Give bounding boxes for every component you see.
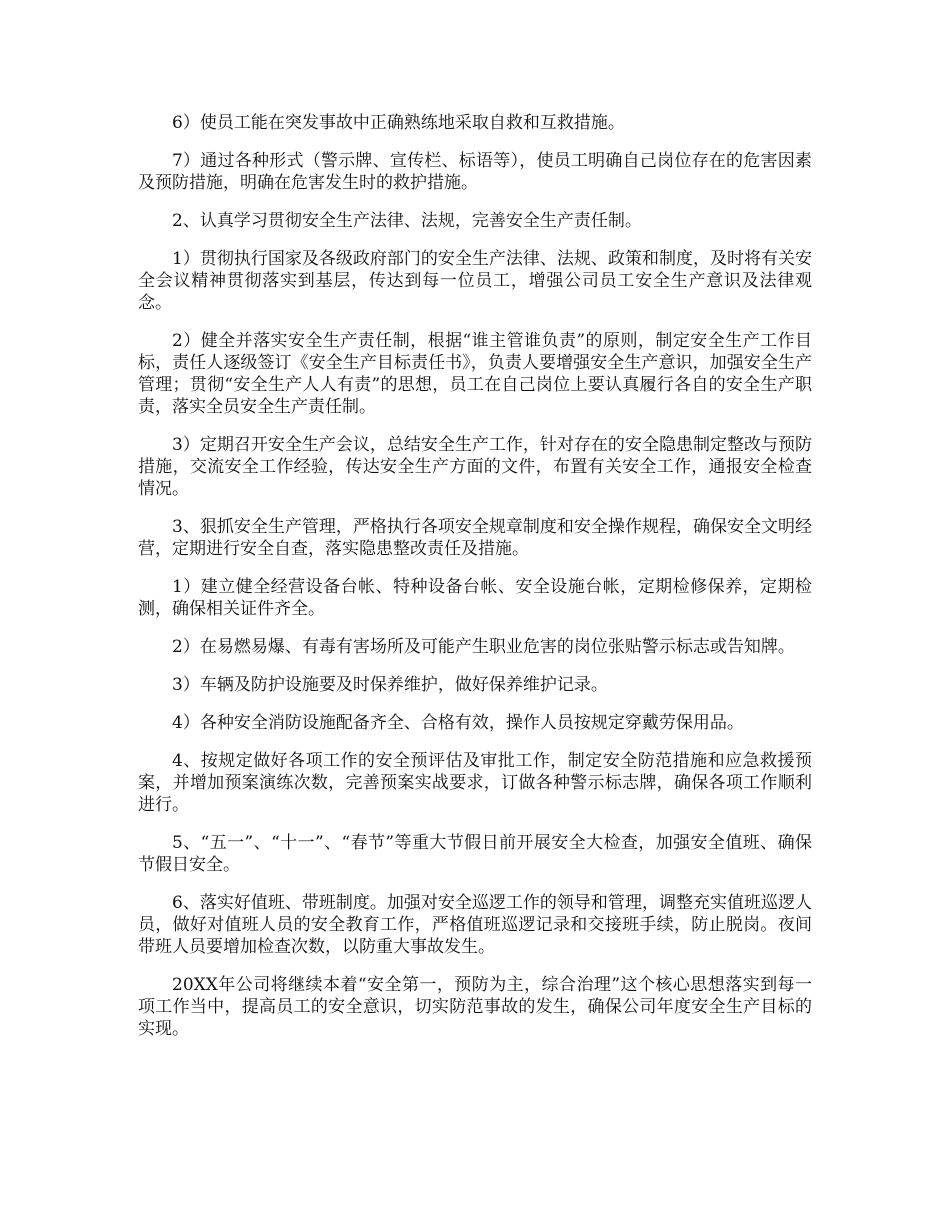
paragraph: 3）定期召开安全生产会议，总结安全生产工作，针对存在的安全隐患制定整改与预防措施，交流安全工作经验，传达安全生产方面的文件，布置有关安全工作，通报安全检查情况。 [138, 435, 812, 499]
paragraph: 2、认真学习贯彻安全生产法律、法规，完善安全生产责任制。 [172, 211, 642, 231]
paragraph: 5、“五一”、“十一”、“春节”等重大节假日前开展安全大检查，加强安全值班、确保节假日安全。 [138, 833, 812, 875]
paragraph: 6）使员工能在突发事故中正确熟练地采取自救和互救措施。 [172, 113, 625, 133]
paragraph: 20XX年公司将继续本着“安全第一，预防为主，综合治理”这个核心思想落实到每一项工作当中，提高员工的安全意识，切实防范事故的发生，确保公司年度安全生产目标的实现。 [138, 975, 812, 1039]
paragraph: 2）健全并落实安全生产责任制，根据“谁主管谁负责”的原则，制定安全生产工作目标，责任人逐级签订《安全生产目标责任书》，负责人要增强安全生产意识，加强安全生产管理；贯彻“安全生产人人有责”的思想，员工在自己岗位上要认真履行各自的安全生产职责，落实全员安全生产责任制。 [138, 331, 812, 417]
paragraph: 4）各种安全消防设施配备齐全、合格有效，操作人员按规定穿戴劳保用品。 [172, 713, 744, 733]
paragraph: 3、狠抓安全生产管理，严格执行各项安全规章制度和安全操作规程，确保安全文明经营，定期进行安全自查，落实隐患整改责任及措施。 [138, 517, 812, 559]
document-body [138, 112, 812, 1040]
paragraph: 7）通过各种形式（警示牌、宣传栏、标语等），使员工明确自己岗位存在的危害因素及预防措施，明确在危害发生时的救护措施。 [138, 151, 812, 193]
paragraph: 1）贯彻执行国家及各级政府部门的安全生产法律、法规、政策和制度，及时将有关安全会议精神贯彻落实到基层，传达到每一位员工，增强公司员工安全生产意识及法律观念。 [138, 249, 812, 313]
paragraph: 1）建立健全经营设备台帐、特种设备台帐、安全设施台帐，定期检修保养，定期检测，确保相关证件齐全。 [138, 577, 812, 619]
paragraph: 3）车辆及防护设施要及时保养维护，做好保养维护记录。 [172, 675, 608, 695]
paragraph: 2）在易燃易爆、有毒有害场所及可能产生职业危害的岗位张贴警示标志或告知牌。 [172, 637, 795, 657]
paragraph: 4、按规定做好各项工作的安全预评估及审批工作，制定安全防范措施和应急救援预案，并增加预案演练次数，完善预案实战要求，订做各种警示标志牌，确保各项工作顺利进行。 [138, 751, 812, 815]
paragraph: 6、落实好值班、带班制度。加强对安全巡逻工作的领导和管理，调整充实值班巡逻人员，做好对值班人员的安全教育工作，严格值班巡逻记录和交接班手续，防止脱岗。夜间带班人员要增加检查次数，以防重大事故发生。 [138, 893, 812, 957]
